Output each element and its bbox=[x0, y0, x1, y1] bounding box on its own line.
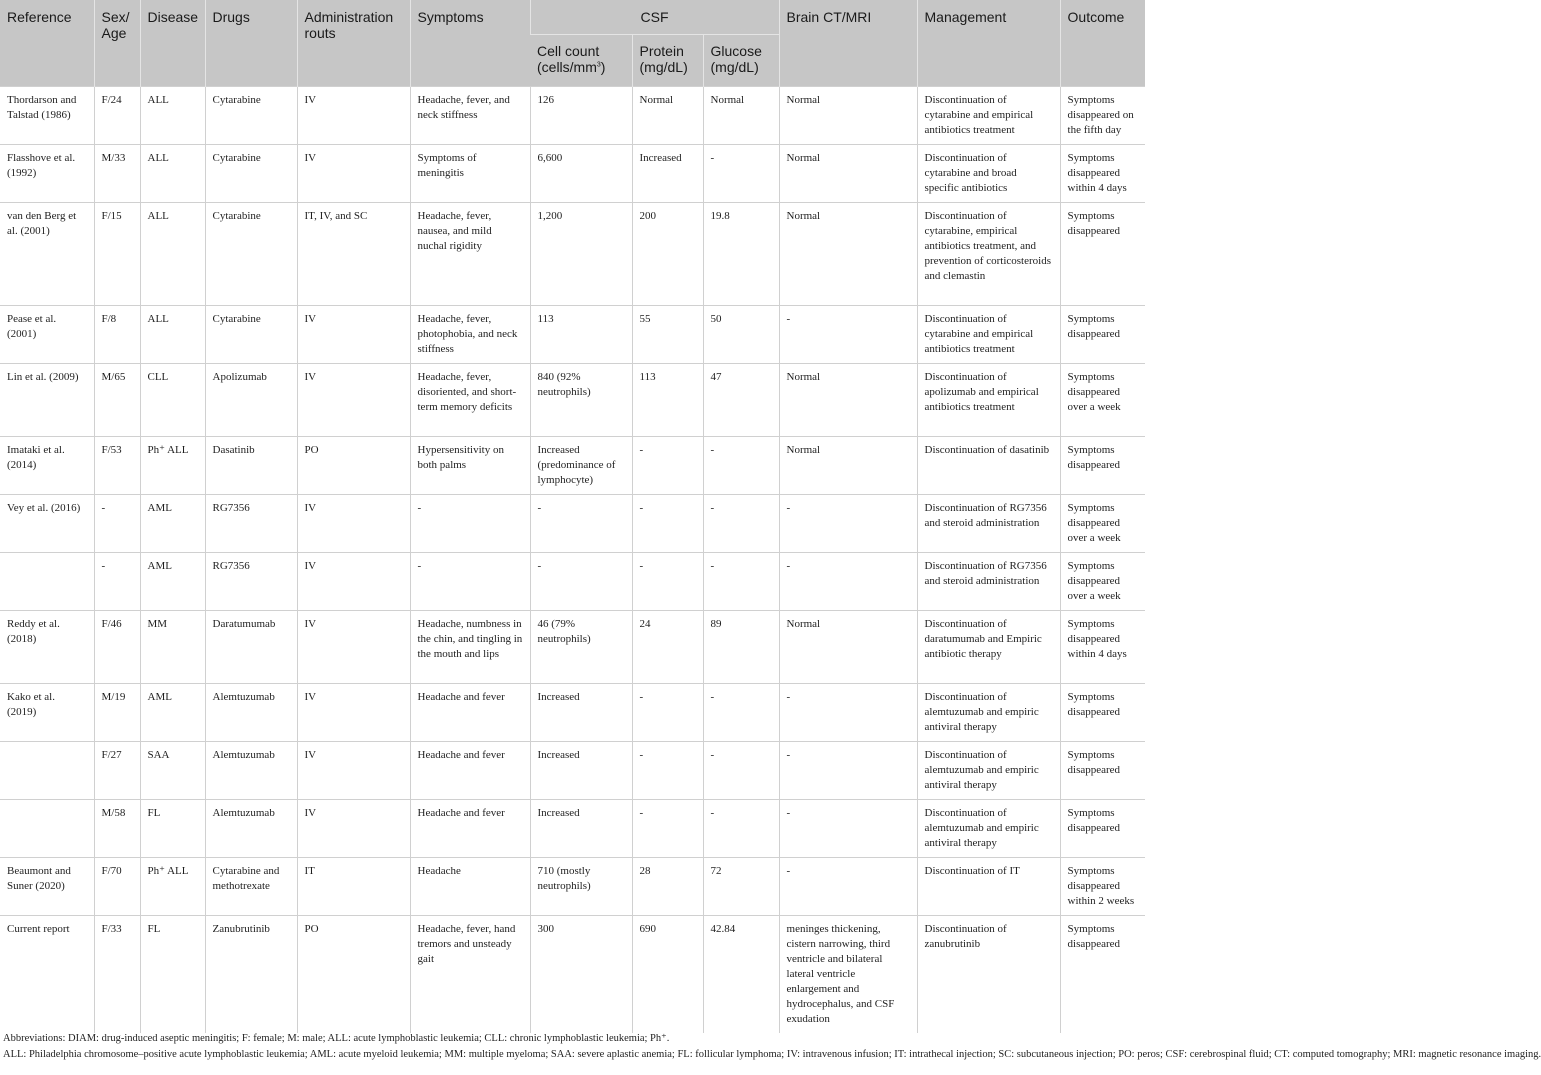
header-administration: Administration routs bbox=[297, 0, 410, 87]
cell-outcome: Symptoms disappeared bbox=[1060, 437, 1145, 495]
cell-brain: meninges thickening, cistern narrowing, third ventricle and bilateral lateral ventricle enlargement and hydrocephalus, and CSF exudation bbox=[779, 916, 917, 1033]
cell-cell-count: 6,600 bbox=[530, 145, 632, 203]
table-row bbox=[0, 858, 1145, 916]
cell-glucose: - bbox=[703, 800, 779, 858]
cell-cell-count: Increased bbox=[530, 800, 632, 858]
cell-glucose: - bbox=[703, 437, 779, 495]
cell-admin: IV bbox=[297, 800, 410, 858]
cell-admin: IT bbox=[297, 858, 410, 916]
cell-disease: AML bbox=[140, 684, 205, 742]
cell-symptoms: - bbox=[410, 495, 530, 553]
cell-cell-count: - bbox=[530, 495, 632, 553]
cell-sex-age: M/65 bbox=[94, 364, 140, 437]
cell-drugs: Alemtuzumab bbox=[205, 742, 297, 800]
cell-symptoms: Headache, fever, photophobia, and neck stiffness bbox=[410, 306, 530, 364]
cell-management: Discontinuation of cytarabine, empirical antibiotics treatment, and prevention of corticosteroids and clemastin bbox=[917, 203, 1060, 306]
cell-management: Discontinuation of IT bbox=[917, 858, 1060, 916]
cell-outcome: Symptoms disappeared bbox=[1060, 742, 1145, 800]
cell-symptoms: - bbox=[410, 553, 530, 611]
cell-management: Discontinuation of cytarabine and empirical antibiotics treatment bbox=[917, 306, 1060, 364]
cell-drugs: Cytarabine bbox=[205, 203, 297, 306]
cell-disease: ALL bbox=[140, 145, 205, 203]
cell-disease: MM bbox=[140, 611, 205, 684]
cell-outcome: Symptoms disappeared within 4 days bbox=[1060, 611, 1145, 684]
cell-protein: - bbox=[632, 495, 703, 553]
cell-symptoms: Headache bbox=[410, 858, 530, 916]
table-row bbox=[0, 742, 1145, 800]
cell-brain: Normal bbox=[779, 364, 917, 437]
cell-reference bbox=[0, 800, 94, 858]
cell-sex-age: M/33 bbox=[94, 145, 140, 203]
cell-cell-count: 126 bbox=[530, 87, 632, 145]
cell-admin: IV bbox=[297, 145, 410, 203]
header-brain: Brain CT/MRI bbox=[779, 0, 917, 87]
cell-reference: Reddy et al. (2018) bbox=[0, 611, 94, 684]
table-body bbox=[0, 87, 1145, 1033]
cell-glucose: 19.8 bbox=[703, 203, 779, 306]
cell-disease: CLL bbox=[140, 364, 205, 437]
cell-management: Discontinuation of apolizumab and empirical antibiotics treatment bbox=[917, 364, 1060, 437]
cell-cell-count: Increased bbox=[530, 684, 632, 742]
cell-glucose: 50 bbox=[703, 306, 779, 364]
cell-sex-age: F/8 bbox=[94, 306, 140, 364]
cell-drugs: RG7356 bbox=[205, 495, 297, 553]
cell-outcome: Symptoms disappeared bbox=[1060, 800, 1145, 858]
cell-brain: - bbox=[779, 742, 917, 800]
cell-glucose: - bbox=[703, 742, 779, 800]
cell-reference bbox=[0, 742, 94, 800]
cell-drugs: Dasatinib bbox=[205, 437, 297, 495]
cell-admin: IV bbox=[297, 364, 410, 437]
cell-reference bbox=[0, 553, 94, 611]
header-csf: CSF bbox=[530, 0, 779, 35]
cell-protein: - bbox=[632, 553, 703, 611]
cell-cell-count: 300 bbox=[530, 916, 632, 1033]
cell-disease: ALL bbox=[140, 87, 205, 145]
cell-brain: - bbox=[779, 306, 917, 364]
cell-brain: Normal bbox=[779, 611, 917, 684]
cell-protein: Increased bbox=[632, 145, 703, 203]
cell-disease: Ph⁺ ALL bbox=[140, 437, 205, 495]
cell-cell-count: 1,200 bbox=[530, 203, 632, 306]
cell-management: Discontinuation of alemtuzumab and empiric antiviral therapy bbox=[917, 684, 1060, 742]
table-row bbox=[0, 306, 1145, 364]
cell-protein: Normal bbox=[632, 87, 703, 145]
cell-glucose: - bbox=[703, 495, 779, 553]
cell-brain: - bbox=[779, 553, 917, 611]
cell-admin: IV bbox=[297, 611, 410, 684]
table-row bbox=[0, 611, 1145, 684]
cell-symptoms: Headache and fever bbox=[410, 742, 530, 800]
cell-protein: 24 bbox=[632, 611, 703, 684]
cell-disease: ALL bbox=[140, 306, 205, 364]
cell-admin: IV bbox=[297, 306, 410, 364]
table-row bbox=[0, 800, 1145, 858]
cell-protein: - bbox=[632, 437, 703, 495]
cell-symptoms: Headache, fever, nausea, and mild nuchal rigidity bbox=[410, 203, 530, 306]
cell-cell-count: - bbox=[530, 553, 632, 611]
cell-management: Discontinuation of cytarabine and empirical antibiotics treatment bbox=[917, 87, 1060, 145]
cell-brain: Normal bbox=[779, 203, 917, 306]
cell-reference: Imataki et al. (2014) bbox=[0, 437, 94, 495]
cell-disease: FL bbox=[140, 916, 205, 1033]
cell-outcome: Symptoms disappeared on the fifth day bbox=[1060, 87, 1145, 145]
cell-symptoms: Headache and fever bbox=[410, 800, 530, 858]
cell-disease: Ph⁺ ALL bbox=[140, 858, 205, 916]
cell-admin: PO bbox=[297, 916, 410, 1033]
cell-management: Discontinuation of daratumumab and Empiric antibiotic therapy bbox=[917, 611, 1060, 684]
header-protein: Protein (mg/dL) bbox=[632, 35, 703, 87]
cell-brain: - bbox=[779, 800, 917, 858]
cell-drugs: RG7356 bbox=[205, 553, 297, 611]
cell-brain: Normal bbox=[779, 145, 917, 203]
cell-outcome: Symptoms disappeared bbox=[1060, 203, 1145, 306]
cell-drugs: Zanubrutinib bbox=[205, 916, 297, 1033]
cell-reference: Thordarson and Talstad (1986) bbox=[0, 87, 94, 145]
table-row bbox=[0, 553, 1145, 611]
cell-reference: Kako et al. (2019) bbox=[0, 684, 94, 742]
cell-brain: - bbox=[779, 858, 917, 916]
cell-protein: 200 bbox=[632, 203, 703, 306]
cell-reference: Lin et al. (2009) bbox=[0, 364, 94, 437]
header-cell-count-end: ) bbox=[600, 59, 606, 75]
cell-sex-age: F/33 bbox=[94, 916, 140, 1033]
cell-disease: SAA bbox=[140, 742, 205, 800]
cell-outcome: Symptoms disappeared bbox=[1060, 916, 1145, 1033]
cell-management: Discontinuation of cytarabine and broad specific antibiotics bbox=[917, 145, 1060, 203]
cell-reference: Pease et al. (2001) bbox=[0, 306, 94, 364]
cell-sex-age: F/15 bbox=[94, 203, 140, 306]
cell-outcome: Symptoms disappeared bbox=[1060, 306, 1145, 364]
header-cell-count bbox=[530, 35, 632, 87]
cell-sex-age: F/24 bbox=[94, 87, 140, 145]
cell-sex-age: F/46 bbox=[94, 611, 140, 684]
cell-drugs: Apolizumab bbox=[205, 364, 297, 437]
cell-symptoms: Headache, fever, and neck stiffness bbox=[410, 87, 530, 145]
cell-drugs: Cytarabine bbox=[205, 87, 297, 145]
cell-admin: PO bbox=[297, 437, 410, 495]
cell-outcome: Symptoms disappeared over a week bbox=[1060, 553, 1145, 611]
cell-glucose: - bbox=[703, 553, 779, 611]
cell-admin: IV bbox=[297, 553, 410, 611]
footnote-line-1: Abbreviations: DIAM: drug-induced aseptic meningitis; F: female; M: male; ALL: acute lymphoblastic leukemia; CLL: chronic lymphoblastic leukemia; Ph⁺. bbox=[3, 1033, 670, 1044]
cell-management: Discontinuation of zanubrutinib bbox=[917, 916, 1060, 1033]
table-row bbox=[0, 495, 1145, 553]
cell-outcome: Symptoms disappeared bbox=[1060, 684, 1145, 742]
cell-disease: AML bbox=[140, 495, 205, 553]
table-row bbox=[0, 203, 1145, 306]
table-row bbox=[0, 364, 1145, 437]
cell-admin: IV bbox=[297, 742, 410, 800]
cell-reference: van den Berg et al. (2001) bbox=[0, 203, 94, 306]
cell-reference: Vey et al. (2016) bbox=[0, 495, 94, 553]
cell-glucose: 89 bbox=[703, 611, 779, 684]
cell-glucose: Normal bbox=[703, 87, 779, 145]
cell-sex-age: F/53 bbox=[94, 437, 140, 495]
cell-drugs: Alemtuzumab bbox=[205, 800, 297, 858]
cell-admin: IV bbox=[297, 495, 410, 553]
cell-protein: - bbox=[632, 800, 703, 858]
cell-management: Discontinuation of dasatinib bbox=[917, 437, 1060, 495]
cell-symptoms: Headache, fever, disoriented, and short-term memory deficits bbox=[410, 364, 530, 437]
cell-symptoms: Headache, numbness in the chin, and tingling in the mouth and lips bbox=[410, 611, 530, 684]
cell-drugs: Alemtuzumab bbox=[205, 684, 297, 742]
cell-symptoms: Headache, fever, hand tremors and unsteady gait bbox=[410, 916, 530, 1033]
cell-glucose: 72 bbox=[703, 858, 779, 916]
footnote-line-2: ALL: Philadelphia chromosome–positive acute lymphoblastic leukemia; AML: acute myeloid leukemia; MM: multiple myeloma; SAA: severe aplastic anemia; FL: follicular lymphoma; IV: intravenous infusion; IT: intrathecal injection; SC: subcutaneous injection; PO: peros; CSF: cerebrospinal fluid; CT: computed tomography; MRI: magnetic resonance imaging. bbox=[3, 1049, 1541, 1060]
cell-admin: IV bbox=[297, 87, 410, 145]
cell-brain: - bbox=[779, 495, 917, 553]
cell-protein: - bbox=[632, 742, 703, 800]
header-reference: Reference bbox=[0, 0, 94, 87]
cell-management: Discontinuation of alemtuzumab and empiric antiviral therapy bbox=[917, 800, 1060, 858]
cell-protein: 690 bbox=[632, 916, 703, 1033]
cell-cell-count: 840 (92% neutrophils) bbox=[530, 364, 632, 437]
cell-symptoms: Symptoms of meningitis bbox=[410, 145, 530, 203]
cell-reference: Current report bbox=[0, 916, 94, 1033]
cell-admin: IT, IV, and SC bbox=[297, 203, 410, 306]
cell-disease: ALL bbox=[140, 203, 205, 306]
cell-brain: Normal bbox=[779, 437, 917, 495]
cell-drugs: Daratumumab bbox=[205, 611, 297, 684]
cell-sex-age: F/27 bbox=[94, 742, 140, 800]
table-row bbox=[0, 87, 1145, 145]
table-row bbox=[0, 916, 1145, 1033]
header-cell-count-label: Cell count (cells/mm bbox=[537, 43, 600, 75]
cell-cell-count: 710 (mostly neutrophils) bbox=[530, 858, 632, 916]
cell-sex-age: - bbox=[94, 553, 140, 611]
cell-glucose: 47 bbox=[703, 364, 779, 437]
cell-drugs: Cytarabine bbox=[205, 145, 297, 203]
cell-outcome: Symptoms disappeared within 2 weeks bbox=[1060, 858, 1145, 916]
header-cell-count-sup: 3 bbox=[596, 61, 601, 69]
cell-symptoms: Headache and fever bbox=[410, 684, 530, 742]
table-row bbox=[0, 437, 1145, 495]
cell-protein: 113 bbox=[632, 364, 703, 437]
cell-outcome: Symptoms disappeared within 4 days bbox=[1060, 145, 1145, 203]
header-symptoms: Symptoms bbox=[410, 0, 530, 87]
header-outcome: Outcome bbox=[1060, 0, 1145, 87]
cell-management: Discontinuation of RG7356 and steroid administration bbox=[917, 553, 1060, 611]
header-drugs: Drugs bbox=[205, 0, 297, 87]
cell-glucose: - bbox=[703, 145, 779, 203]
header-row bbox=[0, 0, 1145, 35]
cell-protein: - bbox=[632, 684, 703, 742]
cell-sex-age: F/70 bbox=[94, 858, 140, 916]
cell-cell-count: Increased (predominance of lymphocyte) bbox=[530, 437, 632, 495]
cell-protein: 28 bbox=[632, 858, 703, 916]
header-glucose: Glucose (mg/dL) bbox=[703, 35, 779, 87]
cell-brain: Normal bbox=[779, 87, 917, 145]
cell-cell-count: 113 bbox=[530, 306, 632, 364]
cell-disease: FL bbox=[140, 800, 205, 858]
header-disease: Disease bbox=[140, 0, 205, 87]
cell-cell-count: Increased bbox=[530, 742, 632, 800]
cell-protein: 55 bbox=[632, 306, 703, 364]
table-row bbox=[0, 684, 1145, 742]
cell-reference: Beaumont and Suner (2020) bbox=[0, 858, 94, 916]
cell-drugs: Cytarabine and methotrexate bbox=[205, 858, 297, 916]
cell-disease: AML bbox=[140, 553, 205, 611]
cell-sex-age: M/58 bbox=[94, 800, 140, 858]
cell-outcome: Symptoms disappeared over a week bbox=[1060, 495, 1145, 553]
cell-cell-count: 46 (79% neutrophils) bbox=[530, 611, 632, 684]
cell-sex-age: M/19 bbox=[94, 684, 140, 742]
cell-sex-age: - bbox=[94, 495, 140, 553]
cell-glucose: 42.84 bbox=[703, 916, 779, 1033]
cell-management: Discontinuation of RG7356 and steroid administration bbox=[917, 495, 1060, 553]
cell-drugs: Cytarabine bbox=[205, 306, 297, 364]
cell-glucose: - bbox=[703, 684, 779, 742]
cell-brain: - bbox=[779, 684, 917, 742]
footnote bbox=[3, 1031, 1541, 1063]
header-sex-age: Sex/ Age bbox=[94, 0, 140, 87]
cell-reference: Flasshove et al. (1992) bbox=[0, 145, 94, 203]
cell-management: Discontinuation of alemtuzumab and empiric antiviral therapy bbox=[917, 742, 1060, 800]
cell-admin: IV bbox=[297, 684, 410, 742]
cell-symptoms: Hypersensitivity on both palms bbox=[410, 437, 530, 495]
table-row bbox=[0, 145, 1145, 203]
header-management: Management bbox=[917, 0, 1060, 87]
cell-outcome: Symptoms disappeared over a week bbox=[1060, 364, 1145, 437]
